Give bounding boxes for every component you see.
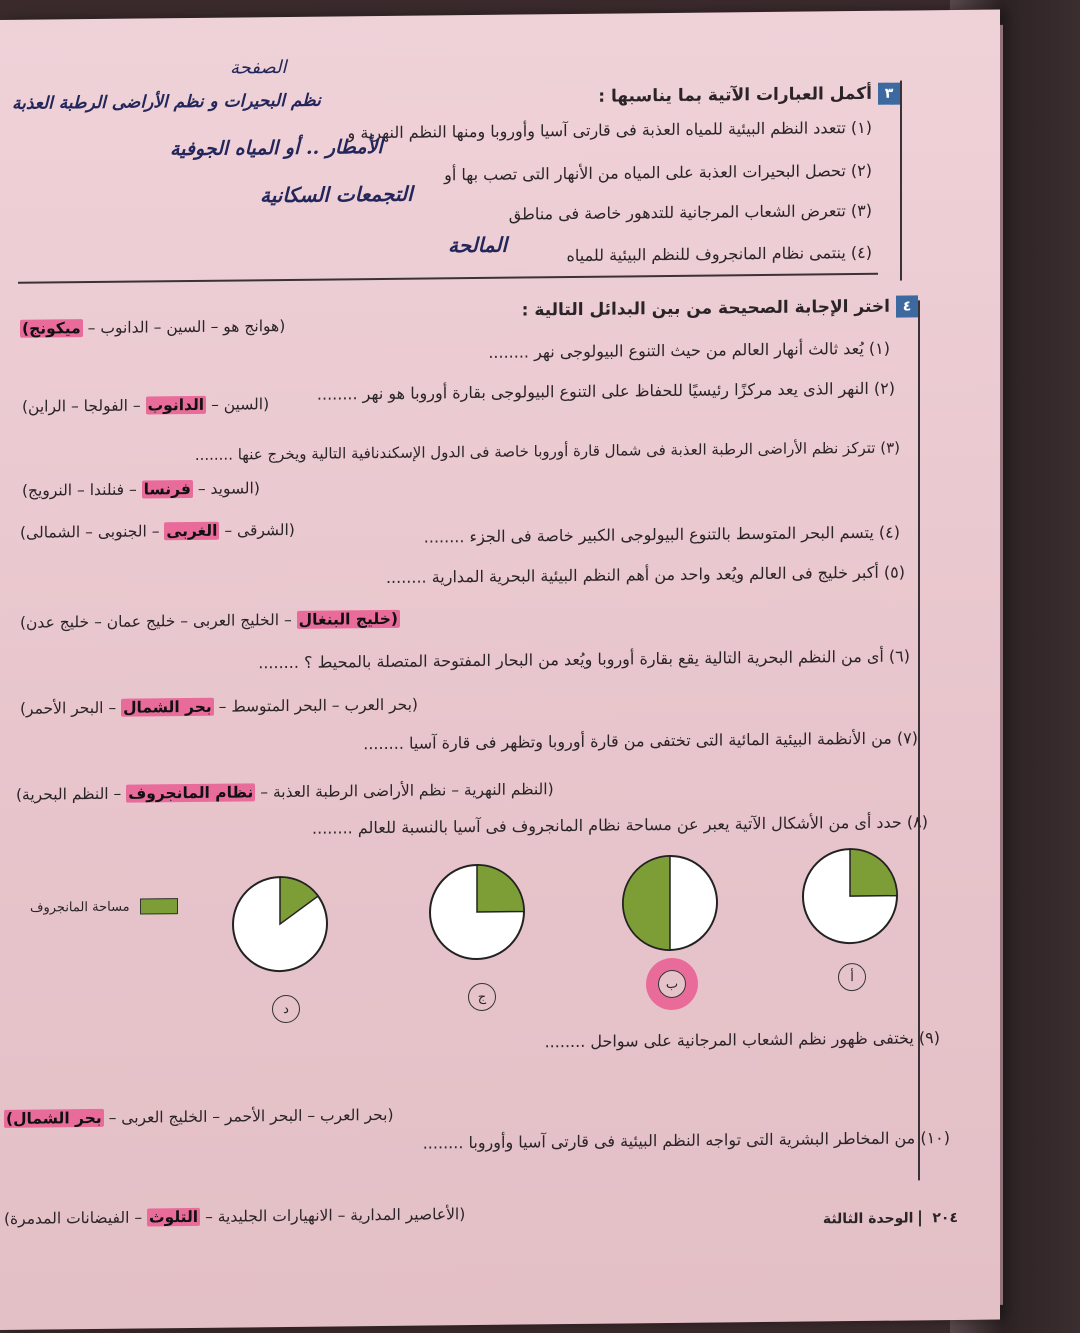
q3-options-post: – فنلندا – النرويج) <box>22 480 137 500</box>
s3-item-3: (٣) تتعرض الشعاب المرجانية للتدهور خاصة فى مناطق <box>508 200 872 224</box>
workbook-page <box>0 10 1000 1330</box>
q5-text: (٥) أكبر خليج فى العالم ويُعد واحد من أهم النظم البيئية البحرية المدارية ........ <box>385 562 905 587</box>
q10-answer-highlight: التلوث <box>149 1207 199 1227</box>
q1-options <box>20 317 285 338</box>
pie-label-c: ج <box>468 983 496 1011</box>
q9-answer-highlight: بحر الشمال) <box>6 1108 102 1128</box>
q3-text: (٣) تتركز نظم الأراضى الرطبة العذبة فى شمال قارة أوروبا خاصة فى الدول الإسكندنافية التالية ويخرج عنها ........ <box>194 438 900 464</box>
pie-3-slice <box>477 865 524 912</box>
q1-text: (١) يُعد ثالث أنهار العالم من حيث التنوع البيولوجى نهر ........ <box>488 338 890 362</box>
q7-text: (٧) من الأنظمة البيئية المائية التى تختفى من قارة أوروبا وتظهر فى قارة آسيا ........ <box>363 728 918 754</box>
q7-options <box>16 780 554 804</box>
q2-options <box>22 395 269 416</box>
handwriting-page-note: الصفحة <box>230 56 287 79</box>
q2-answer-highlight: الدانوب <box>147 395 205 415</box>
q4-text: (٤) يتسم البحر المتوسط بالتنوع البيولوجى الكبير خاصة فى الجزء ........ <box>423 522 900 547</box>
q3-options-pre: (السويد – <box>197 479 260 498</box>
pie-2-slice <box>623 856 670 950</box>
section-4-margin-line <box>918 300 920 1180</box>
q7-options-post: – النظم البحرية) <box>16 784 122 804</box>
q2-text: (٢) النهر الذى يعد مركزًا رئيسيًا للحفاظ على التنوع البيولوجى بقارة أوروبا هو نهر ........ <box>316 378 895 404</box>
q2-options-post: – الفولجا – الراين) <box>22 396 141 416</box>
handwriting-answer-3: التجمعات السكانية <box>260 181 413 208</box>
q6-options-pre: (بحر العرب – البحر المتوسط – <box>218 695 418 716</box>
footer-separator <box>919 1210 921 1226</box>
pie-legend <box>30 898 178 916</box>
q8-text: (٨) حدد أى من الأشكال الآتية يعبر عن مساحة نظام المانجروف فى آسيا بالنسبة للعالم ........ <box>312 812 928 838</box>
q6-options <box>20 696 418 718</box>
q6-options-post: – البحر الأحمر) <box>20 698 117 718</box>
q5-answer-highlight: (خليج البنغال <box>298 609 398 629</box>
q4-options-pre: (الشرقى – <box>224 520 295 540</box>
section-3-title: أكمل العبارات الآتية بما يناسبها : <box>598 83 872 107</box>
section-3-header <box>598 83 900 108</box>
mangrove-pie-charts <box>220 845 920 1012</box>
q3-options <box>22 479 260 499</box>
q7-answer-highlight: نظام المانجروف <box>128 783 254 803</box>
q6-text: (٦) أى من النظم البحرية التالية يقع بقارة أوروبا ويُعد من البحار المفتوحة المتصلة بالمحيط ؟ ........ <box>258 646 910 673</box>
page-number: ٢٠٤ <box>932 1209 958 1227</box>
q10-options <box>4 1205 465 1228</box>
handwriting-answer-1: نظم البحيرات و نظم الأراضى الرطبة العذبة <box>12 90 321 114</box>
q9-text: (٩) يختفى ظهور نظم الشعاب المرجانية على سواحل ........ <box>544 1028 940 1052</box>
q10-options-pre: (الأعاصير المدارية – الانهيارات الجليدية – <box>205 1205 466 1226</box>
section-4-number: ٤ <box>896 295 918 317</box>
q10-text: (١٠) من المخاطر البشرية التى تواجه النظم البيئية فى قارتى آسيا وأوروبا ........ <box>422 1128 950 1153</box>
q4-answer-highlight: الغربى <box>166 521 218 541</box>
s3-item-2: (٢) تحصل البحيرات العذبة على المياه من الأنهار التى تصب بها أو <box>444 160 872 185</box>
handwriting-answer-2: الأمطار .. أو المياه الجوفية <box>170 135 383 161</box>
q10-options-post: – الفيضانات المدمرة) <box>4 1208 143 1228</box>
page-footer <box>823 1210 958 1227</box>
q4-options <box>20 521 295 542</box>
s3-item-1: (١) تتعدد النظم البيئية للمياه العذبة فى قارتى آسيا وأوروبا ومنها النظم النهرية و <box>347 117 872 143</box>
pie-1-slice <box>850 849 897 896</box>
q1-answer-highlight: ميكونج) <box>22 319 81 338</box>
section-3-number: ٣ <box>878 83 900 105</box>
legend-label: مساحة المانجروف <box>30 899 130 916</box>
q2-options-pre: (السين – <box>211 395 270 414</box>
page-content <box>0 10 1000 1330</box>
handwriting-answer-4: المالحة <box>448 232 508 258</box>
section-4-title: اختر الإجابة الصحيحة من بين البدائل التالية : <box>521 296 890 321</box>
section-4-header <box>522 295 918 321</box>
q7-options-pre: (النظم النهرية – نظم الأراضى الرطبة العذبة – <box>260 780 554 802</box>
q1-options-text: (هوانج هو – السين – الدانوب – <box>87 317 286 338</box>
q9-options-pre: (بحر العرب – البحر الأحمر – الخليج العربى – <box>108 1105 394 1127</box>
section-divider <box>18 273 878 284</box>
q5-options <box>20 610 400 632</box>
q3-answer-highlight: فرنسا <box>143 480 191 499</box>
legend-swatch <box>140 898 178 914</box>
pie-label-a: أ <box>838 963 866 991</box>
q4-options-post: – الجنوبى – الشمالى) <box>20 522 160 542</box>
unit-label: الوحدة الثالثة <box>822 1210 914 1228</box>
pie-label-b: ب <box>658 970 686 998</box>
section-3-margin-line <box>900 81 902 281</box>
s3-item-4: (٤) ينتمى نظام المانجروف للنظم البيئية للمياه <box>566 242 872 266</box>
pie-label-d: د <box>272 995 300 1023</box>
q9-options <box>4 1106 394 1128</box>
q5-options-post: – الخليج العربى – خليج عمان – خليج عدن) <box>20 610 292 632</box>
q6-answer-highlight: بحر الشمال <box>123 697 212 717</box>
